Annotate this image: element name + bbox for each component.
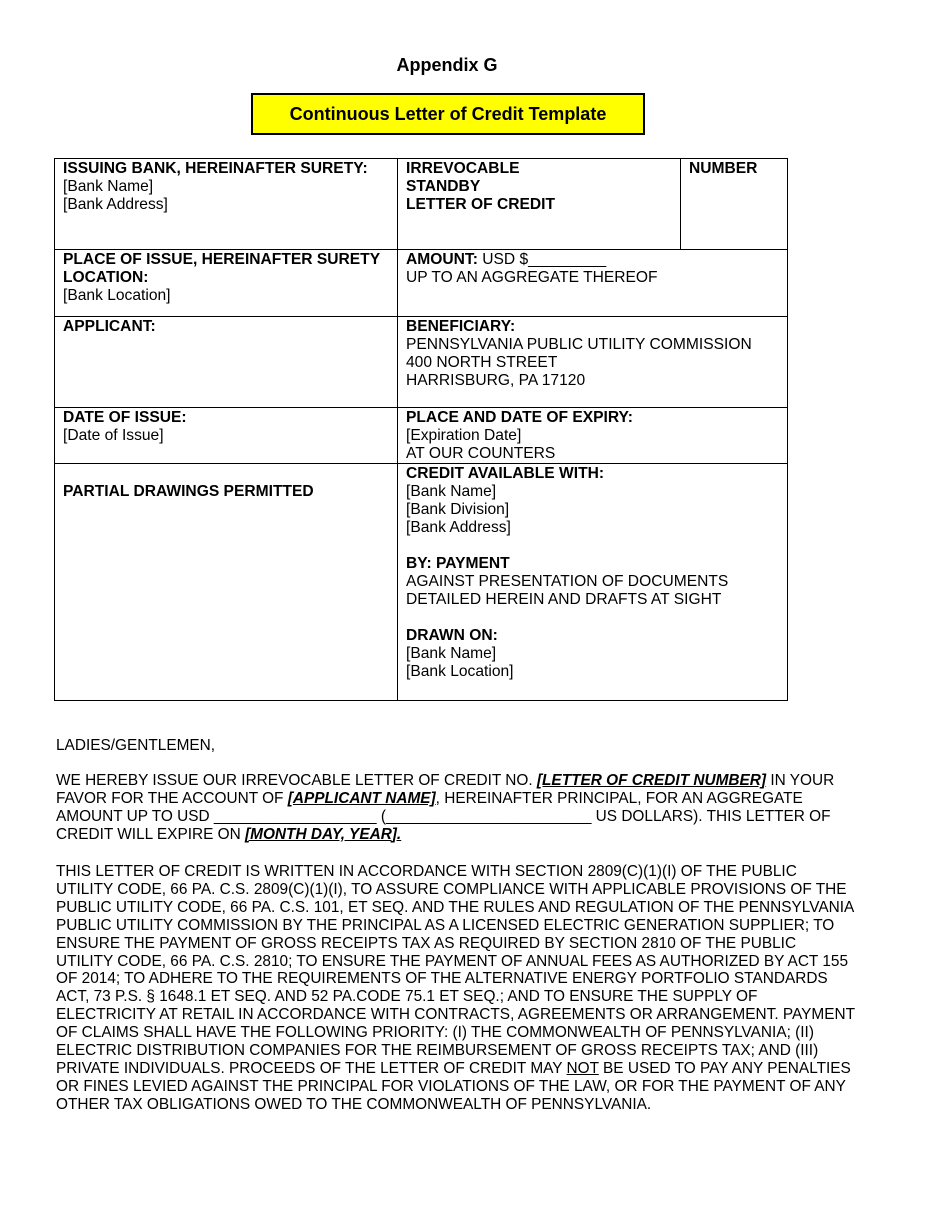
loc-type-cell (398, 159, 681, 250)
applicant-cell (55, 317, 398, 408)
issuance-text-b: IN YOUR FAVOR FOR THE ACCOUNT OF (56, 772, 835, 807)
beneficiary-label: BENEFICIARY: (406, 318, 516, 335)
drawn-bank-name: [Bank Name] (406, 645, 497, 662)
drawn-on-label: DRAWN ON: (406, 627, 498, 644)
terms-text-a: THIS LETTER OF CREDIT IS WRITTEN IN ACCORDANCE WITH SECTION 2809(C)(1)(I) OF THE PUBLIC UTILITY CODE, 66 PA. C.S. 2809(C)(1)(I), TO ASSURE COMPLIANCE WITH APPLICABLE PROVISIONS OF THE PUBLIC UTILITY CODE, 66 PA. C.S. 101, ET SEQ. AND THE RULES AND REGULATION OF THE PENNSYLVANIA PUBLIC UTILITY COMMISSION BY THE PRINCIPAL AS A LICENSED ELECTRIC GENERATION SUPPLIER; TO ENSURE THE PAYMENT OF GROSS RECEIPTS TAX AS REQUIRED BY SECTION 2810 OF THE PUBLIC UTILITY CODE, 66 PA. C.S. 2810; TO ENSURE THE PAYMENT OF ANNUAL FEES AS AUTHORIZED BY ACT 155 OF 2014; TO ADHERE TO THE REQUIREMENTS OF THE ALTERNATIVE ENERGY PORTFOLIO STANDARDS ACT, 73 P.S. § 1648.1 ET SEQ. AND 52 PA.CODE 75.1 ET SEQ.; AND TO ENSURE THE SUPPLY OF ELECTRICITY AT RETAIL IN ACCORDANCE WITH CONTRACTS, AGREEMENTS OR ARRANGEMENT. PAYMENT OF CLAIMS SHALL HAVE THE FOLLOWING PRIORITY: (I) THE COMMONWEALTH OF PENNSYLVANIA; (II) ELECTRIC DISTRIBUTION COMPANIES FOR THE REIMBURSEMENT OF GROSS RECEIPTS TAX; AND (III) PRIVATE INDIVIDUALS. PROCEEDS OF THE LETTER OF CREDIT MAY (56, 863, 855, 1077)
loc-number-placeholder: [LETTER OF CREDIT NUMBER] (536, 772, 767, 789)
issuance-paragraph (56, 772, 856, 844)
template-title: Continuous Letter of Credit Template (251, 93, 645, 135)
expiry-label: PLACE AND DATE OF EXPIRY: (406, 409, 633, 426)
bank-name: [Bank Name] (63, 178, 154, 195)
issuing-bank-label: ISSUING BANK, HEREINAFTER SURETY: (63, 160, 368, 177)
beneficiary-name: PENNSYLVANIA PUBLIC UTILITY COMMISSION (406, 336, 752, 353)
at-our-counters: AT OUR COUNTERS (406, 445, 556, 462)
letter-of-credit-label: LETTER OF CREDIT (406, 196, 556, 213)
date-of-issue-cell (55, 408, 398, 464)
amount-label: AMOUNT: (406, 251, 478, 268)
credit-available-cell (398, 464, 788, 701)
credit-available-label: CREDIT AVAILABLE WITH: (406, 465, 605, 482)
terms-text-b: BE USED TO PAY ANY PENALTIES OR FINES LEVIED AGAINST THE PRINCIPAL FOR VIOLATIONS OF THE LAW, OR FOR THE PAYMENT OF ANY OTHER TAX OBLIGATIONS OWED TO THE COMMONWEALTH OF PENNSYLVANIA. (56, 1059, 851, 1113)
place-of-issue-cell (55, 250, 398, 317)
credit-bank-division: [Bank Division] (406, 501, 510, 518)
credit-bank-name: [Bank Name] (406, 483, 497, 500)
expiry-cell (398, 408, 788, 464)
number-label: NUMBER (689, 160, 758, 177)
detailed-herein: DETAILED HEREIN AND DRAFTS AT SIGHT (406, 591, 722, 608)
beneficiary-city: HARRISBURG, PA 17120 (406, 372, 586, 389)
applicant-name-placeholder: [APPLICANT NAME] (287, 789, 436, 807)
aggregate-text: UP TO AN AGGREGATE THEREOF (406, 269, 658, 286)
applicant-label: APPLICANT: (63, 318, 156, 335)
beneficiary-street: 400 NORTH STREET (406, 354, 558, 371)
salutation: LADIES/GENTLEMEN, (56, 737, 216, 754)
amount-value: USD $_________ (482, 251, 607, 268)
by-payment-label: BY: PAYMENT (406, 555, 510, 572)
bank-location: [Bank Location] (63, 287, 171, 304)
issuance-text-a: WE HEREBY ISSUE OUR IRREVOCABLE LETTER OF CREDIT NO. (56, 772, 537, 789)
against-presentation: AGAINST PRESENTATION OF DOCUMENTS (406, 573, 729, 590)
date-of-issue-value: [Date of Issue] (63, 427, 164, 444)
letter-of-credit-table (54, 158, 788, 701)
partial-drawings-label: PARTIAL DRAWINGS PERMITTED (63, 483, 314, 500)
drawn-bank-location: [Bank Location] (406, 663, 514, 680)
date-of-issue-label: DATE OF ISSUE: (63, 409, 187, 426)
irrevocable-label: IRREVOCABLE (406, 160, 520, 177)
issuance-text-c: , HEREINAFTER PRINCIPAL, FOR AN AGGREGATE AMOUNT UP TO USD ___________________ (________________________ US DOLLARS). THIS LETTER OF CREDIT WILL EXPIRE ON (56, 789, 831, 843)
issuing-bank-cell (55, 159, 398, 250)
amount-cell (398, 250, 788, 317)
credit-bank-address: [Bank Address] (406, 519, 511, 536)
number-cell (681, 159, 788, 250)
partial-drawings-cell (55, 464, 398, 701)
place-of-issue-label: PLACE OF ISSUE, HEREINAFTER SURETY LOCATION: (63, 251, 380, 286)
expiration-date: [Expiration Date] (406, 427, 522, 444)
terms-paragraph (56, 863, 856, 1114)
beneficiary-cell (398, 317, 788, 408)
not-emphasis: NOT (566, 1059, 599, 1077)
expiry-date-placeholder: [MONTH DAY, YEAR]. (245, 825, 402, 843)
appendix-heading: Appendix G (396, 55, 498, 75)
bank-address: [Bank Address] (63, 196, 168, 213)
standby-label: STANDBY (406, 178, 481, 195)
